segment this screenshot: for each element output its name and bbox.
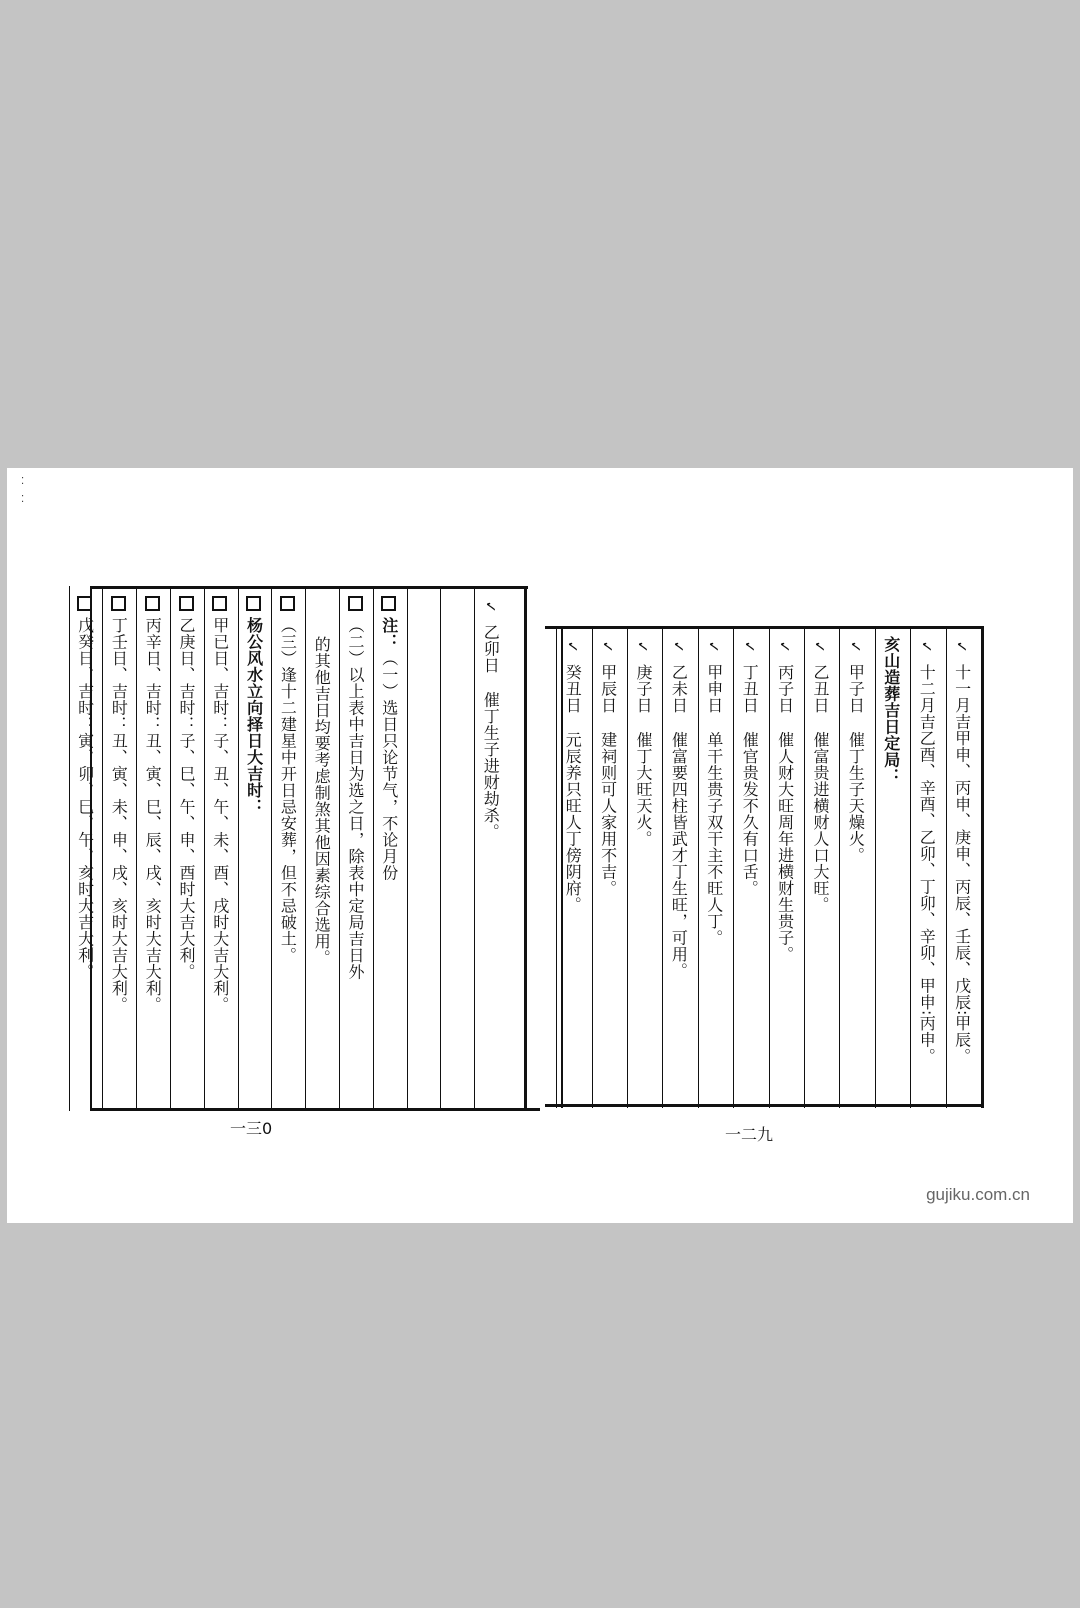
column-divider (339, 586, 340, 1111)
top-rule (90, 586, 528, 589)
right-page (545, 626, 983, 1144)
scan-speck: ⁚ (21, 476, 25, 487)
column-text: 催官贵发不久有口舌。 (740, 731, 760, 897)
page-number: 一三0 (230, 1119, 273, 1138)
column-text: 十一月吉甲申、丙申、庚申、丙辰、壬辰、戊辰∶甲辰。 (952, 664, 972, 1065)
column-divider (69, 586, 70, 1111)
check-icon: ✓ (846, 640, 865, 654)
box-icon (280, 596, 295, 611)
column-divider (556, 626, 557, 1108)
check-icon: ✓ (811, 640, 830, 654)
text-column (809, 636, 831, 913)
box-icon (179, 596, 194, 611)
text-column (243, 596, 265, 815)
check-icon: ✓ (740, 640, 759, 654)
text-column (597, 636, 619, 897)
day-key: 丙子日 (775, 664, 795, 714)
day-key: 乙未日 (669, 664, 689, 714)
text-column (951, 636, 973, 1065)
column-divider (238, 586, 239, 1111)
section-title: 亥山造葬吉日定局： (881, 636, 901, 785)
text-column (107, 596, 129, 1013)
watermark: gujiku.com.cn (926, 1185, 1030, 1204)
text-column (344, 596, 366, 980)
page-number: 一二九 (725, 1125, 774, 1144)
column-text: 催丁大旺天火。 (634, 731, 653, 847)
column-text: 催人财大旺周年进横财生贵子。 (775, 731, 795, 963)
note-head: 注： (379, 617, 399, 650)
top-rule (545, 626, 983, 629)
check-icon: ✓ (704, 640, 723, 654)
box-icon (212, 596, 227, 611)
left-page (75, 586, 545, 1138)
column-text: 催富要四柱皆武才丁生旺，可用。 (669, 731, 689, 979)
bottom-rule (90, 1108, 540, 1111)
column-divider (204, 586, 205, 1111)
column-text: （一）选日只论节气，不论月份 (379, 650, 399, 881)
column-divider (839, 626, 840, 1108)
column-text: 元辰养只旺人丁傍阴府。 (563, 731, 583, 913)
day-key: 甲辰日 (598, 664, 618, 714)
check-icon: ✓ (634, 640, 653, 654)
column-text: 丙辛日、吉时：丑、寅、巳、辰、戌、亥时大吉大利。 (143, 617, 163, 1013)
column-text: 催富贵进横财人口大旺。 (811, 731, 830, 913)
text-column (561, 636, 583, 913)
text-column (276, 596, 298, 964)
text-column (703, 636, 725, 946)
column-divider (875, 626, 876, 1108)
column-divider (804, 626, 805, 1108)
box-icon (111, 596, 126, 611)
column-divider (170, 586, 171, 1111)
text-column (844, 636, 866, 864)
text-column (667, 636, 689, 979)
column-divider (592, 626, 593, 1108)
right-border (981, 626, 984, 1108)
column-divider (373, 586, 374, 1111)
column-text: 催丁生子天燥火。 (846, 731, 866, 864)
column-text: 的其他吉日均要考虑制煞其他因素综合选用。 (312, 636, 332, 966)
text-column (175, 596, 197, 980)
day-key: 庚子日 (634, 664, 653, 714)
column-text: 单干生贵子双干主不旺人丁。 (704, 731, 724, 946)
check-icon: ✓ (481, 600, 500, 614)
column-text: 杨公风水立向择日大吉时： (244, 617, 264, 815)
column-divider (305, 586, 306, 1111)
column-text: 催丁生子进财劫杀。 (481, 691, 501, 840)
text-column (141, 596, 163, 1013)
text-column (479, 596, 501, 840)
column-divider (698, 626, 699, 1108)
day-key: 甲子日 (846, 664, 866, 714)
day-key: 甲申日 (704, 664, 724, 714)
check-icon: ✓ (669, 640, 688, 654)
column-text: 戊癸日、吉时：寅、卯、巳、午、亥时大吉大利。 (75, 617, 95, 980)
column-divider (910, 626, 911, 1108)
check-icon: ✓ (563, 640, 582, 654)
column-text: 建祠则可人家用不吉。 (598, 731, 618, 897)
box-icon (348, 596, 363, 611)
column-text: 丁壬日、吉时：丑、寅、未、申、戌、亥时大吉大利。 (109, 617, 129, 1013)
column-divider (769, 626, 770, 1108)
column-divider (662, 626, 663, 1108)
scan-speck: ⁚ (21, 494, 25, 505)
text-column (632, 636, 654, 847)
day-key: 乙丑日 (811, 664, 830, 714)
check-icon: ✓ (775, 640, 794, 654)
right-border (524, 586, 527, 1111)
column-divider (946, 626, 947, 1108)
text-column (738, 636, 760, 897)
column-divider (136, 586, 137, 1111)
column-divider (102, 586, 103, 1111)
check-icon: ✓ (952, 640, 971, 654)
column-text: 十二月吉乙酉、辛酉、乙卯、丁卯、辛卯、甲申∶丙申。 (917, 664, 937, 1065)
text-column (378, 596, 400, 881)
column-text: （二）以上表中吉日为选之日，除表中定局吉日外 (346, 617, 365, 980)
column-text: （三）逢十二建星中开日忌安葬，但不忌破土。 (278, 617, 298, 964)
text-column (774, 636, 796, 963)
day-key: 癸丑日 (563, 664, 583, 714)
column-divider (627, 626, 628, 1108)
text-column (74, 596, 96, 980)
column-divider (474, 586, 475, 1111)
day-key: 丁丑日 (740, 664, 760, 714)
box-icon (246, 596, 261, 611)
text-column (915, 636, 937, 1065)
scanned-sheet (7, 468, 1073, 1223)
column-divider (407, 586, 408, 1111)
box-icon (77, 596, 92, 611)
column-text: 甲已日、吉时：子、丑、午、未、酉、戌时大吉大利。 (210, 617, 230, 1013)
box-icon (381, 596, 396, 611)
column-divider (271, 586, 272, 1111)
box-icon (145, 596, 160, 611)
text-column (310, 596, 332, 966)
text-column (880, 636, 902, 785)
bottom-rule (545, 1104, 983, 1107)
check-icon: ✓ (598, 640, 617, 654)
day-key: 乙卯日 (481, 624, 501, 674)
column-divider (440, 586, 441, 1111)
column-text: 乙庚日、吉时：子、巳、午、申、酉时大吉大利。 (177, 617, 196, 980)
check-icon: ✓ (917, 640, 936, 654)
text-column (209, 596, 231, 1013)
column-divider (733, 626, 734, 1108)
